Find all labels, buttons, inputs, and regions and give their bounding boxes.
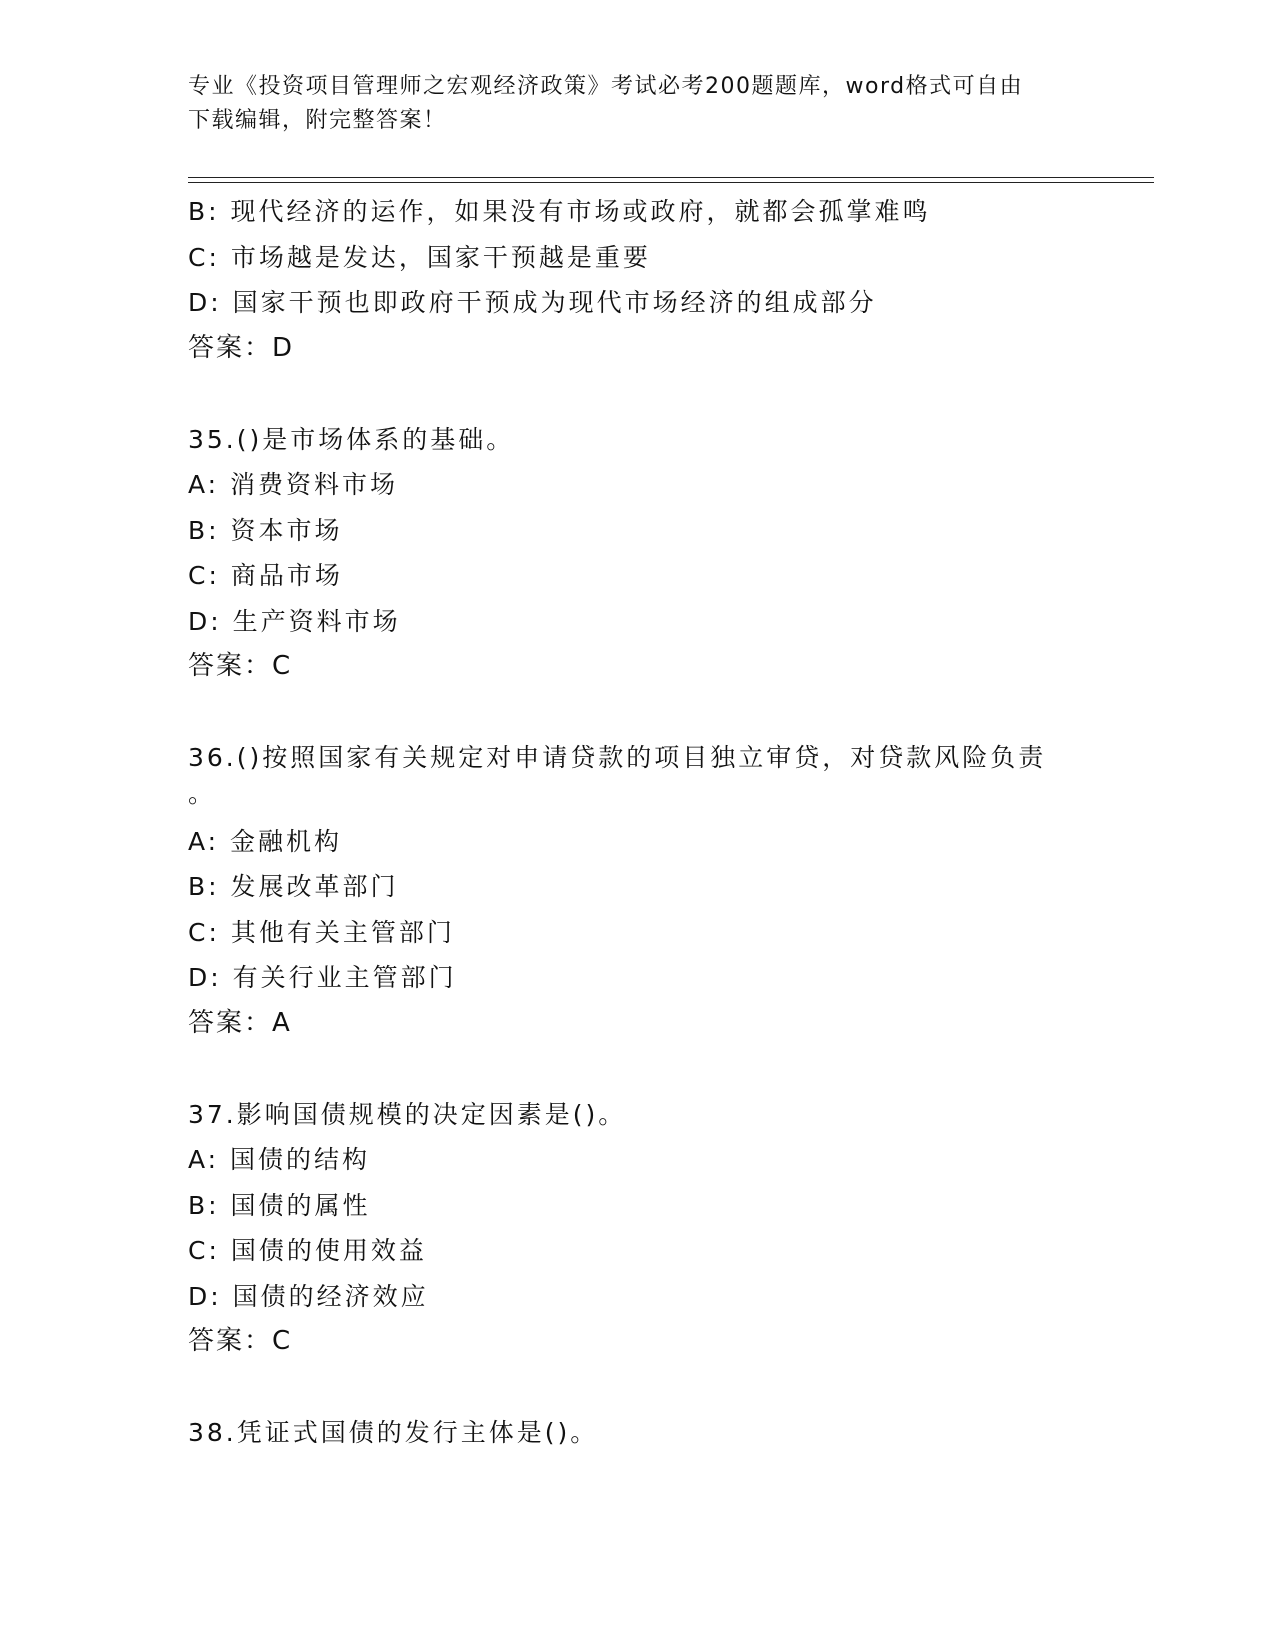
question-35: [188, 417, 1088, 690]
answer: 答案：C: [188, 1326, 293, 1356]
question-37: [188, 1092, 1088, 1365]
option-a: A: 国债的结构: [188, 1145, 371, 1174]
question-stem: 36.()按照国家有关规定对申请贷款的项目独立审贷，对贷款风险负责: [188, 743, 1047, 772]
option-b: B: 发展改革部门: [188, 872, 399, 901]
question-stem: 38.凭证式国债的发行主体是()。: [188, 1418, 599, 1447]
option-c: C: 商品市场: [188, 561, 343, 590]
question-34-continued: [188, 189, 1088, 371]
question-stem: 37.影响国债规模的决定因素是()。: [188, 1099, 627, 1129]
answer: 答案：A: [188, 1007, 292, 1038]
option-b: B: 现代经济的运作，如果没有市场或政府，就都会孤掌难鸣: [188, 197, 931, 226]
option-d: D: 生产资料市场: [188, 606, 401, 636]
option-a: A: 金融机构: [188, 826, 343, 856]
header-line-1: 专业《投资项目管理师之宏观经济政策》考试必考200题题库，word格式可自由: [188, 74, 1024, 99]
header-divider-top: [188, 177, 1154, 178]
spacer: [188, 1365, 1088, 1411]
option-d: D: 国债的经济效应: [188, 1281, 429, 1311]
spacer: [188, 1046, 1088, 1092]
question-list: [188, 189, 1088, 1456]
spacer: [188, 371, 1088, 417]
option-b: B: 国债的属性: [188, 1190, 371, 1220]
option-c: C: 国债的使用效益: [188, 1236, 427, 1265]
answer: 答案：D: [188, 332, 295, 363]
question-36: [188, 735, 1088, 1046]
option-d: D: 有关行业主管部门: [188, 963, 457, 992]
header-line-2: 下载编辑，附完整答案！: [188, 108, 447, 133]
spacer: [188, 690, 1088, 736]
option-c: C: 市场越是发达，国家干预越是重要: [188, 242, 651, 272]
option-b: B: 资本市场: [188, 515, 343, 545]
option-a: A: 消费资料市场: [188, 470, 399, 499]
document-header: [188, 70, 1068, 138]
question-38: [188, 1410, 1088, 1456]
option-d: D: 国家干预也即政府干预成为现代市场经济的组成部分: [188, 288, 877, 317]
header-divider-bottom: [188, 182, 1154, 183]
question-stem: 35.()是市场体系的基础。: [188, 424, 515, 454]
option-c: C: 其他有关主管部门: [188, 917, 455, 947]
answer: 答案：C: [188, 651, 293, 681]
question-stem-end: 。: [188, 778, 214, 808]
